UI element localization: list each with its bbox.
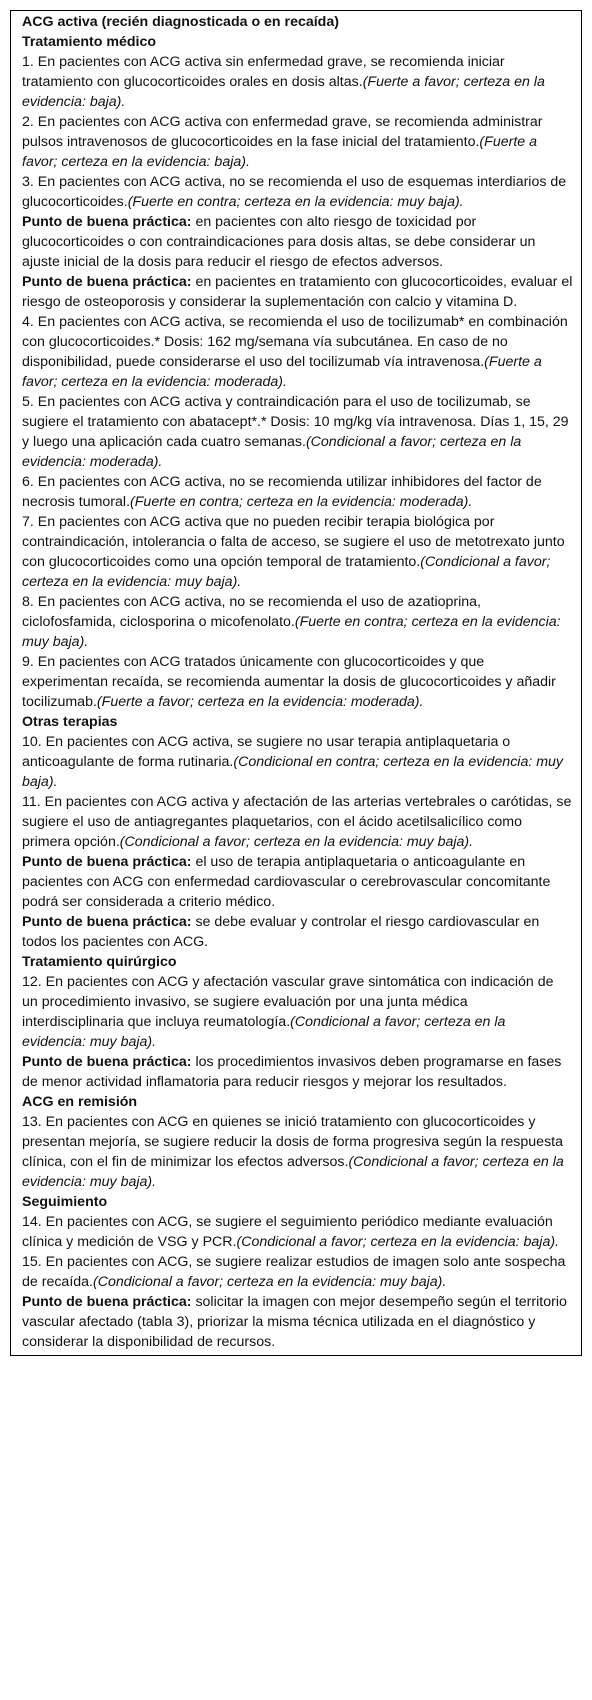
good-practice-point	[22, 912, 573, 952]
good-practice-text: los procedimientos invasivos deben programarse en fases de menor actividad inflamatoria para reducir riesgos y mejorar los resultados.	[22, 1054, 562, 1090]
recommendation-text: 11. En pacientes con ACG activa y afectación de las arterias vertebrales o carótidas, se sugiere el uso de antiagregantes plaquetarios, con el ácido acetilsalicílico como primera opción.	[22, 794, 572, 850]
recommendation-text: 3. En pacientes con ACG activa, no se recomienda el uso de esquemas interdiarios de glucocorticoides.	[22, 174, 567, 210]
good-practice-text: solicitar la imagen con mejor desempeño según el territorio vascular afectado (tabla 3), priorizar la misma técnica utilizada en el diagnóstico y considerar la disponibilidad de recursos.	[22, 1294, 567, 1350]
recommendation-item	[22, 1252, 573, 1292]
recommendation-text: 8. En pacientes con ACG activa, no se recomienda el uso de azatioprina, ciclofosfamida, ciclosporina o micofenolato.	[22, 594, 482, 630]
recommendation-item	[22, 652, 573, 712]
evidence-grade: (Fuerte a favor; certeza en la evidencia: baja).	[22, 74, 545, 110]
evidence-grade: (Fuerte en contra; certeza en la evidencia: moderada).	[130, 494, 473, 510]
section-heading: Tratamiento quirúrgico	[22, 954, 177, 970]
evidence-grade: (Fuerte en contra; certeza en la evidencia: muy baja).	[22, 614, 561, 650]
section-heading: ACG en remisión	[22, 1094, 138, 1110]
evidence-grade: (Fuerte a favor; certeza en la evidencia: baja).	[22, 134, 537, 170]
recommendation-item	[22, 1112, 573, 1192]
table-cell	[10, 11, 582, 1355]
recommendation-item	[22, 972, 573, 1052]
good-practice-point	[22, 852, 573, 912]
good-practice-label: Punto de buena práctica:	[22, 854, 192, 870]
recommendation-item	[22, 732, 573, 792]
recommendation-text: 10. En pacientes con ACG activa, se sugiere no usar terapia antiplaquetaria o anticoagulante de forma rutinaria.	[22, 734, 511, 770]
evidence-grade: (Fuerte a favor; certeza en la evidencia: moderada).	[96, 694, 424, 710]
section-heading: Seguimiento	[22, 1194, 108, 1210]
evidence-grade: (Fuerte en contra; certeza en la evidencia: muy baja).	[127, 194, 464, 210]
recommendation-text: 13. En pacientes con ACG en quienes se inició tratamiento con glucocorticoides y presentan mejoría, se sugiere reducir la dosis de forma progresiva según la respuesta clínica, con el fin de minimizar los efectos adversos.	[22, 1114, 563, 1170]
recommendation-item	[22, 112, 573, 172]
evidence-grade: (Condicional a favor; certeza en la evidencia: moderada).	[22, 434, 522, 470]
evidence-grade: (Condicional a favor; certeza en la evidencia: muy baja).	[22, 1154, 564, 1190]
recommendation-text: 14. En pacientes con ACG, se sugiere el seguimiento periódico mediante evaluación clínica y medición de VSG y PCR.	[22, 1214, 553, 1250]
recommendation-text: 12. En pacientes con ACG y afectación vascular grave sintomática con indicación de un procedimiento invasivo, se sugiere evaluación por una junta médica interdisciplinaria que incluya reumatología.	[22, 974, 554, 1030]
good-practice-text: se debe evaluar y controlar el riesgo cardiovascular en todos los pacientes con ACG.	[22, 914, 540, 950]
recommendation-text: 7. En pacientes con ACG activa que no pueden recibir terapia biológica por contraindicación, intolerancia o falta de acceso, se sugiere el uso de metotrexato junto con glucocorticoides como una opción temporal de tratamiento.	[22, 514, 565, 570]
good-practice-label: Punto de buena práctica:	[22, 914, 192, 930]
section-heading: Otras terapias	[22, 714, 118, 730]
good-practice-point	[22, 1292, 573, 1352]
evidence-grade: (Condicional a favor; certeza en la evidencia: muy baja).	[22, 1014, 506, 1050]
good-practice-text: en pacientes con alto riesgo de toxicidad por glucocorticoides o con contraindicaciones para dosis altas, se debe considerar un ajuste inicial de la dosis para reducir el riesgo de efectos adversos.	[22, 214, 536, 270]
recommendation-item	[22, 592, 573, 652]
good-practice-point	[22, 272, 573, 312]
recommendation-item	[22, 472, 573, 512]
evidence-grade: (Condicional en contra; certeza en la evidencia: muy baja).	[22, 754, 564, 790]
recommendations-table	[10, 10, 582, 1356]
recommendation-text: 9. En pacientes con ACG tratados únicamente con glucocorticoides y que experimentan recaída, se recomienda aumentar la dosis de glucocorticoides y añadir tocilizumab.	[22, 654, 556, 710]
recommendation-text: 15. En pacientes con ACG, se sugiere realizar estudios de imagen solo ante sospecha de recaída.	[22, 1254, 566, 1290]
good-practice-label: Punto de buena práctica:	[22, 1054, 192, 1070]
evidence-grade: (Condicional a favor; certeza en la evidencia: muy baja).	[22, 554, 551, 590]
recommendation-text: 2. En pacientes con ACG activa con enfermedad grave, se recomienda administrar pulsos intravenosos de glucocorticoides en la fase inicial del tratamiento.	[22, 114, 543, 150]
recommendation-item	[22, 312, 573, 392]
good-practice-text: en pacientes en tratamiento con glucocorticoides, evaluar el riesgo de osteoporosis y considerar la suplementación con calcio y vitamina D.	[22, 274, 573, 310]
evidence-grade: (Condicional a favor; certeza en la evidencia: muy baja).	[119, 834, 474, 850]
section-heading: Tratamiento médico	[22, 34, 157, 50]
good-practice-text: el uso de terapia antiplaquetaria o anticoagulante en pacientes con ACG con enfermedad cardiovascular o cerebrovascular concomitante podrá ser considerada a criterio médico.	[22, 854, 551, 910]
good-practice-label: Punto de buena práctica:	[22, 274, 192, 290]
good-practice-point	[22, 212, 573, 272]
good-practice-point	[22, 1052, 573, 1092]
evidence-grade: (Condicional a favor; certeza en la evidencia: muy baja).	[93, 1274, 447, 1290]
recommendation-item	[22, 1212, 573, 1252]
recommendation-item	[22, 512, 573, 592]
recommendation-item	[22, 392, 573, 472]
recommendation-item	[22, 172, 573, 212]
evidence-grade: (Fuerte a favor; certeza en la evidencia: moderada).	[22, 354, 542, 390]
recommendation-item	[22, 52, 573, 112]
recommendation-text: 1. En pacientes con ACG activa sin enfermedad grave, se recomienda iniciar tratamiento con glucocorticoides orales en dosis altas.	[22, 54, 505, 90]
recommendation-text: 5. En pacientes con ACG activa y contraindicación para el uso de tocilizumab, se sugiere el tratamiento con abatacept*.* Dosis: 10 mg/kg vía intravenosa. Días 1, 15, 29 y luego una aplicación cada cuatro semanas.	[22, 394, 569, 450]
recommendation-text: 4. En pacientes con ACG activa, se recomienda el uso de tocilizumab* en combinación con glucocorticoides.* Dosis: 162 mg/semana vía subcutánea. En caso de no disponibilidad, puede considerarse el uso del tocilizumab vía intravenosa.	[22, 314, 568, 370]
evidence-grade: (Condicional a favor; certeza en la evidencia: baja).	[236, 1234, 560, 1250]
good-practice-label: Punto de buena práctica:	[22, 1294, 192, 1310]
good-practice-label: Punto de buena práctica:	[22, 214, 192, 230]
recommendation-text: 6. En pacientes con ACG activa, no se recomienda utilizar inhibidores del factor de necrosis tumoral.	[22, 474, 542, 510]
recommendation-item	[22, 792, 573, 852]
table-title: ACG activa (recién diagnosticada o en recaída)	[22, 14, 339, 30]
